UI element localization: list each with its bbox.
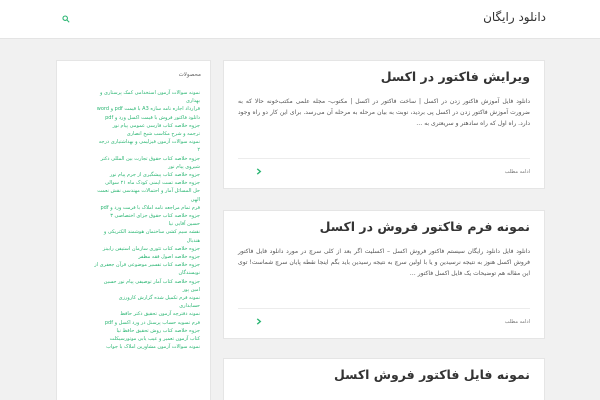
sidebar-product-link[interactable]: جزوه خلاصه کتاب تفسیر موضوعی قرآن جعفری از <box>94 262 200 269</box>
sidebar-product-link[interactable]: بهداری <box>185 98 200 105</box>
post-title[interactable]: ویرایش فاکتور در اکسل <box>380 69 530 84</box>
sidebar-product-link[interactable]: حسابداری <box>179 303 200 310</box>
chevron-right-icon <box>256 168 262 175</box>
search-icon <box>62 15 70 23</box>
sidebar-product-link[interactable]: جزوه خلاصه تست ایمنی کودک ماه ۲۱ سوالی <box>105 180 200 187</box>
sidebar-product-link[interactable]: شیروی پیام نور <box>168 163 200 170</box>
post-excerpt: دانلود فایل دانلود رایگان سیستم فاکتور فروش اکسل – اکسلیت اگر بعد از کلی سرچ در مورد دانلود فایل فاکتور فروش اکسل هنوز به نتیجه نرسیدین و یا با اولین سرچ به نتیجه رسیدین باید بگم اینجا نقطه پایان سرچ شماست! توی این مقاله هم توضیحات یک فایل اکسل فاکتور … <box>238 248 530 277</box>
sidebar-product-link[interactable]: جزوه خلاصه اصول فقه مظفر <box>138 254 200 261</box>
sidebar-product-link[interactable]: نمونه فرم تکمیل شده گزارش کارورزی <box>118 295 200 302</box>
chevron-right-icon <box>256 318 262 325</box>
sidebar-product-link[interactable]: نمونه دفترچه آزمون تحقیق دکتر حافظ <box>120 311 200 318</box>
post-title[interactable]: نمونه فایل فاکتور فروش اکسل <box>333 367 530 382</box>
product-list <box>65 89 200 352</box>
top-header <box>0 0 600 39</box>
search-button[interactable] <box>56 10 76 28</box>
sidebar-products <box>56 60 211 400</box>
post-title[interactable]: نمونه فرم فاکتور فروش در اکسل <box>319 219 530 234</box>
read-more-link[interactable]: ادامه مطلب <box>504 169 530 175</box>
sidebar-product-link[interactable]: امین پور <box>182 286 200 293</box>
site-title[interactable]: دانلود رایگان <box>483 10 546 24</box>
read-more-arrow[interactable] <box>254 316 264 326</box>
post-divider <box>238 308 530 309</box>
sidebar-product-link[interactable]: جزوه خلاصه کتاب فارسی عمومی پیام نور <box>112 122 200 129</box>
sidebar-product-link[interactable]: جزوه خلاصه کتاب آمار توصیفی پیام نور حسین <box>103 278 200 285</box>
sidebar-product-link[interactable]: جزوه خلاصه کتاب پیشگیری از جرم پیام نور <box>109 172 200 179</box>
sidebar-product-link[interactable]: فرم تسویه حساب پرسنل در ورد اکسل و pdf <box>104 319 200 326</box>
sidebar-product-link[interactable]: ۲ <box>197 147 200 154</box>
sidebar-product-link[interactable]: ترجمه و شرح مکاسب شیخ انصاری <box>126 131 200 138</box>
post-card <box>223 210 545 339</box>
read-more-arrow[interactable] <box>254 166 264 176</box>
sidebar-product-link[interactable]: جزوه خلاصه کتاب تئوری سازمان استیفن رابینز <box>102 245 200 252</box>
sidebar-product-link[interactable]: نویسندگان <box>178 270 200 277</box>
post-card <box>223 60 545 189</box>
sidebar-product-link[interactable]: حسین آقایی نیا <box>168 221 200 228</box>
sidebar-product-link[interactable]: الهی <box>190 196 200 203</box>
sidebar-product-link[interactable]: جزوه خلاصه کتاب حقوق تجارت بین المللی دکتر <box>100 155 200 162</box>
post-card <box>223 358 545 400</box>
sidebar-product-link[interactable]: نمونه سوالات آزمون استخدامی کمک پرستاری و <box>100 90 200 96</box>
post-divider <box>238 158 530 159</box>
sidebar-product-link[interactable]: هندبال <box>186 237 200 244</box>
post-excerpt: دانلود فایل آموزش فاکتور زدن در اکسل | ساخت فاکتور در اکسل | مکتوب- مجله علمی مکتب‌خونه حالا که به ضرورت آموزش فاکتور زدن در اکسل پی بردید، نوبت به بیان مرحله به مرحله آن می‌رسد. برای این کار دو راه وجود دارد. راه اول که راه سادهتر و سریعتری به … <box>238 98 530 127</box>
sidebar-product-link[interactable]: نقشه سیم کشی ساختمان هوشمند الکتریکی و <box>103 229 200 236</box>
sidebar-product-link[interactable]: قرارداد اجاره نامه سازه A3 با قیمت pdf و word <box>96 106 200 113</box>
sidebar-product-link[interactable]: کتاب آزمون تعمیر و عیب یابی موتورسیکلت <box>109 336 200 343</box>
sidebar-product-link[interactable]: جزوه خلاصه کتاب روش تحقیق حافظ نیا <box>116 327 200 334</box>
sidebar-product-link[interactable]: نمونه سوالات آزمون فیزلیمی و بهداشتیاری درجه <box>98 139 200 146</box>
read-more-link[interactable]: ادامه مطلب <box>504 319 530 325</box>
sidebar-title: محصولات <box>178 72 201 78</box>
sidebar-product-link[interactable]: جزوه خلاصه کتاب حقوق جزای اختصاصی ۳ <box>110 213 200 220</box>
sidebar-product-link[interactable]: حل المسائل آمار و احتمالات مهندسی نقش نعمت <box>97 188 200 195</box>
sidebar-product-link[interactable]: فرم تمام مراجعه نامه املاک با فرمت ورد و pdf <box>100 204 200 211</box>
sidebar-product-link[interactable]: دانلود فاکتور فروش با قیمت اکسل ورد و pdf <box>105 114 200 121</box>
sidebar-product-link[interactable]: نمونه سوالات آزمون مشاورین املاک با جواب <box>106 344 200 351</box>
